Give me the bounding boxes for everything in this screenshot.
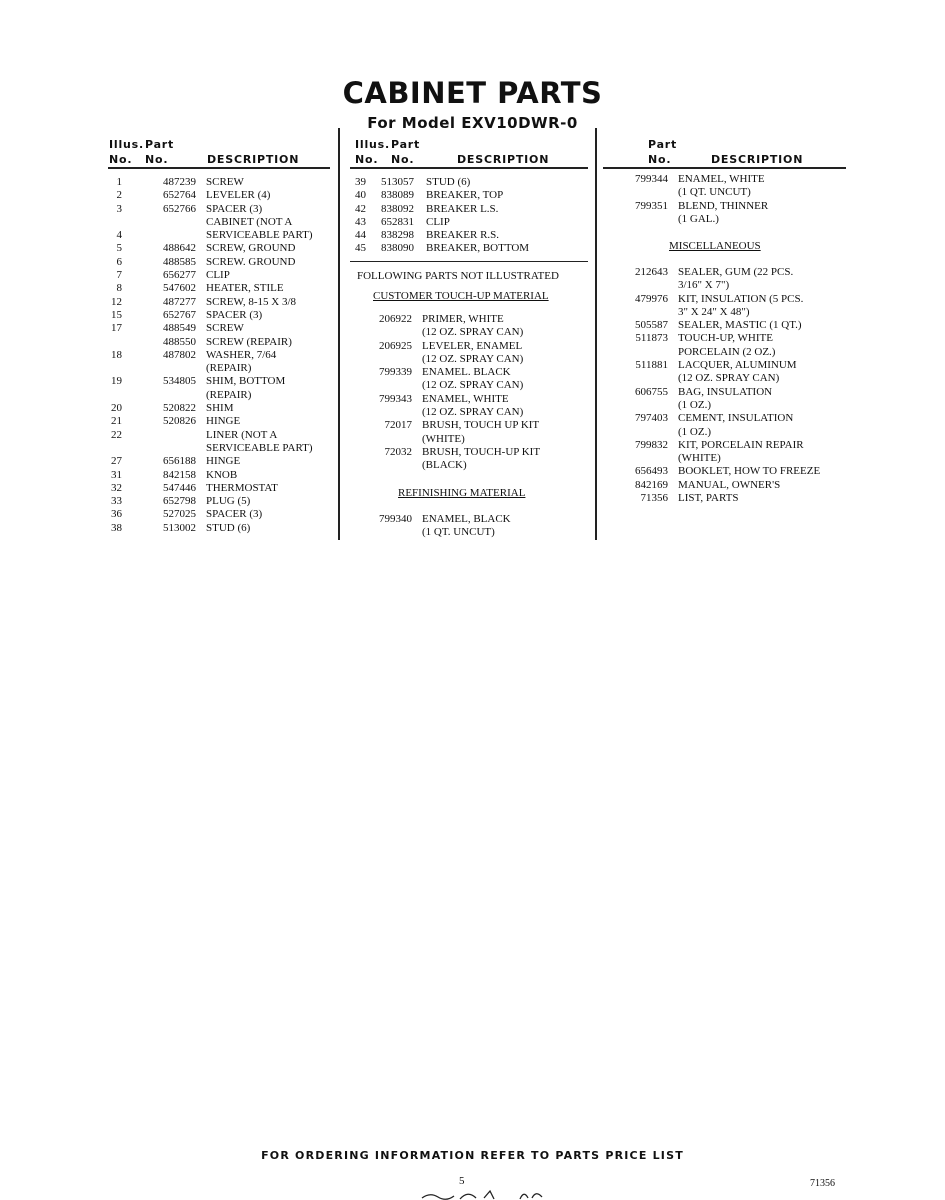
part-description: HINGE <box>206 415 241 428</box>
table-row <box>358 526 592 539</box>
part-description: (12 OZ. SPRAY CAN) <box>422 379 524 392</box>
col2-header-description: DESCRIPTION <box>457 153 550 166</box>
table-row <box>100 282 356 295</box>
part-number: 488550 <box>163 335 196 348</box>
part-number <box>614 279 668 292</box>
part-description: SERVICEABLE PART) <box>206 229 313 242</box>
table-row <box>358 366 592 379</box>
part-description: STUD (6) <box>206 521 251 534</box>
part-number <box>614 186 668 199</box>
part-description: (12 OZ. SPRAY CAN) <box>678 372 780 385</box>
part-number <box>122 229 196 242</box>
part-description: (REPAIR) <box>206 362 252 375</box>
illus-number <box>100 389 122 402</box>
part-description: 3" X 24" X 48") <box>678 305 750 318</box>
part-description: KNOB <box>206 468 238 481</box>
part-description: (WHITE) <box>678 452 721 465</box>
illus-number <box>100 336 122 349</box>
part-number: 652798 <box>163 495 196 508</box>
part-number: 527025 <box>163 508 196 521</box>
part-number <box>358 433 412 446</box>
part-number <box>614 346 668 359</box>
part-number: 652767 <box>163 308 196 321</box>
illus-number: 19 <box>111 375 122 388</box>
part-number: 799832 <box>635 438 668 451</box>
part-description: SCREW <box>206 176 244 188</box>
table-row <box>100 522 356 535</box>
table-row <box>614 399 848 412</box>
col3-parts-list <box>614 173 848 226</box>
table-row <box>614 173 848 186</box>
table-row <box>100 309 356 322</box>
illus-number: 43 <box>355 215 366 228</box>
illus-number: 7 <box>116 269 122 282</box>
part-number <box>358 326 412 339</box>
part-number <box>122 442 196 455</box>
part-description: SEALER, MASTIC (1 QT.) <box>678 319 802 332</box>
miscellaneous-heading: MISCELLANEOUS <box>669 240 761 252</box>
table-row <box>100 455 356 468</box>
part-description: PORCELAIN (2 OZ.) <box>678 345 776 358</box>
part-number: 799351 <box>635 199 668 212</box>
part-number: 606755 <box>635 385 668 398</box>
part-number <box>614 372 668 385</box>
part-number: 656493 <box>635 465 668 478</box>
part-description: SCREW <box>206 322 244 335</box>
part-description: KIT, INSULATION (5 PCS. <box>678 292 804 305</box>
part-description: (12 OZ. SPRAY CAN) <box>422 352 524 365</box>
part-description: (12 OZ. SPRAY CAN) <box>422 406 524 419</box>
part-number: 799344 <box>635 173 668 185</box>
part-description: SHIM <box>206 402 234 415</box>
part-number: 511873 <box>635 332 668 345</box>
table-row <box>100 469 356 482</box>
col1-header-description: DESCRIPTION <box>207 153 300 166</box>
part-number: 652764 <box>163 189 196 202</box>
header-rule-col1 <box>108 167 330 169</box>
illus-number: 33 <box>111 495 122 508</box>
illus-number: 1 <box>116 176 122 188</box>
table-row <box>358 446 592 459</box>
part-number: 488642 <box>163 242 196 255</box>
part-number: 212643 <box>635 266 668 278</box>
table-row <box>100 216 356 229</box>
part-number <box>122 216 196 229</box>
part-number: 838089 <box>381 189 414 202</box>
part-description: STUD (6) <box>426 176 471 188</box>
table-row <box>358 459 592 472</box>
table-row <box>358 419 592 432</box>
table-row <box>614 200 848 213</box>
part-description: LEVELER, ENAMEL <box>422 339 523 352</box>
refinishing-heading: REFINISHING MATERIAL <box>398 487 526 499</box>
table-row <box>358 433 592 446</box>
part-number: 479976 <box>635 292 668 305</box>
table-row <box>358 379 592 392</box>
part-number <box>358 459 412 472</box>
part-description: SERVICEABLE PART) <box>206 441 313 454</box>
part-number <box>122 362 196 375</box>
part-description: SCREW, GROUND <box>206 242 296 255</box>
illus-number: 4 <box>116 229 122 242</box>
illus-number: 38 <box>111 521 122 534</box>
illus-number: 5 <box>116 242 122 255</box>
part-description: SPACER (3) <box>206 308 263 321</box>
part-number: 488549 <box>163 322 196 335</box>
table-row <box>614 319 848 332</box>
part-number: 547602 <box>163 282 196 295</box>
part-description: BREAKER, TOP <box>426 189 504 202</box>
part-number: 652831 <box>381 215 414 228</box>
part-description: ENAMEL, BLACK <box>422 513 511 525</box>
part-description: 3/16" X 7") <box>678 279 730 292</box>
part-number <box>358 353 412 366</box>
table-row <box>100 349 356 362</box>
part-number <box>358 379 412 392</box>
part-description: (BLACK) <box>422 459 467 472</box>
part-description: CLIP <box>206 269 230 282</box>
table-row <box>358 353 592 366</box>
part-description: CEMENT, INSULATION <box>678 412 794 425</box>
part-description: BAG, INSULATION <box>678 385 773 398</box>
table-row <box>614 439 848 452</box>
part-number <box>614 452 668 465</box>
part-number <box>358 406 412 419</box>
part-number: 547446 <box>163 481 196 494</box>
table-row <box>614 412 848 425</box>
table-row <box>100 429 356 442</box>
part-number: 206922 <box>379 313 412 325</box>
illus-number: 3 <box>116 202 122 215</box>
illus-number: 15 <box>111 308 122 321</box>
table-row <box>100 242 356 255</box>
table-row <box>614 213 848 226</box>
table-row <box>344 176 576 189</box>
part-number: 838092 <box>381 202 414 215</box>
document-number: 71356 <box>810 1178 835 1189</box>
illus-number: 32 <box>111 481 122 494</box>
part-description: LEVELER (4) <box>206 189 271 202</box>
ordering-footer: FOR ORDERING INFORMATION REFER TO PARTS PRICE LIST <box>261 1149 684 1162</box>
illus-number: 22 <box>111 428 122 441</box>
table-row <box>358 326 592 339</box>
table-row <box>100 442 356 455</box>
illus-number: 8 <box>116 282 122 295</box>
part-description: SCREW. GROUND <box>206 255 296 268</box>
part-number: 513002 <box>163 521 196 534</box>
illus-number <box>100 442 122 455</box>
part-description: HEATER, STILE <box>206 282 284 295</box>
part-number: 72032 <box>384 445 412 458</box>
illus-number: 2 <box>116 189 122 202</box>
part-number <box>122 429 196 442</box>
table-row <box>614 372 848 385</box>
part-description: LACQUER, ALUMINUM <box>678 359 797 372</box>
illus-number: 39 <box>355 176 366 188</box>
table-row <box>614 186 848 199</box>
table-row <box>100 229 356 242</box>
header-rule-col2 <box>350 167 588 169</box>
part-number: 534805 <box>163 375 196 388</box>
table-row <box>100 402 356 415</box>
table-row <box>358 313 592 326</box>
table-row <box>614 452 848 465</box>
part-number: 71356 <box>640 492 668 505</box>
table-row <box>358 340 592 353</box>
model-subtitle: For Model EXV10DWR-0 <box>367 114 578 132</box>
misc-list <box>614 266 848 505</box>
part-description: CABINET (NOT A <box>206 215 293 228</box>
illus-number: 44 <box>355 229 366 242</box>
part-number: 656277 <box>163 269 196 282</box>
part-description: (REPAIR) <box>206 388 252 401</box>
part-description: ENAMEL, WHITE <box>422 392 509 405</box>
part-number: 206925 <box>379 339 412 352</box>
table-row <box>100 296 356 309</box>
table-row <box>344 229 576 242</box>
part-description: (1 OZ.) <box>678 425 711 438</box>
part-number: 799343 <box>379 392 412 405</box>
part-number <box>614 306 668 319</box>
part-description: SEALER, GUM (22 PCS. <box>678 266 794 278</box>
section-rule-col2 <box>350 261 588 262</box>
part-number <box>358 526 412 539</box>
part-description: ENAMEL. BLACK <box>422 366 511 379</box>
illus-number: 18 <box>111 348 122 361</box>
touchup-heading: CUSTOMER TOUCH-UP MATERIAL <box>373 290 549 302</box>
table-row <box>344 203 576 216</box>
part-description: SHIM, BOTTOM <box>206 375 286 388</box>
table-row <box>344 216 576 229</box>
part-description: LIST, PARTS <box>678 492 739 505</box>
illus-number <box>100 362 122 375</box>
illus-number: 45 <box>355 242 366 255</box>
table-row <box>614 266 848 279</box>
part-description: KIT, PORCELAIN REPAIR <box>678 438 804 451</box>
illus-number: 6 <box>116 255 122 268</box>
col2-header-illus: Illus. No. <box>355 138 390 166</box>
part-description: BLEND, THINNER <box>678 199 769 212</box>
part-number: 799339 <box>379 366 412 379</box>
part-description: BREAKER L.S. <box>426 202 499 215</box>
table-row <box>100 256 356 269</box>
table-row <box>614 386 848 399</box>
table-row <box>100 322 356 335</box>
part-number: 652766 <box>163 202 196 215</box>
part-number: 520822 <box>163 402 196 415</box>
part-number: 505587 <box>635 319 668 332</box>
col3-header-description: DESCRIPTION <box>711 153 804 166</box>
table-row <box>614 293 848 306</box>
part-number: 487802 <box>163 348 196 361</box>
part-number: 656188 <box>163 455 196 468</box>
table-row <box>614 465 848 478</box>
table-row <box>614 492 848 505</box>
illus-number: 40 <box>355 189 366 202</box>
part-description: SCREW (REPAIR) <box>206 335 292 348</box>
table-row <box>100 176 356 189</box>
part-number: 838298 <box>381 229 414 242</box>
part-number <box>614 213 668 226</box>
part-description: SPACER (3) <box>206 202 263 215</box>
part-number: 838090 <box>381 242 414 255</box>
col2-parts-list <box>344 176 576 256</box>
part-number: 72017 <box>384 419 412 432</box>
part-number: 842169 <box>635 478 668 491</box>
part-description: BRUSH, TOUCH-UP KIT <box>422 445 541 458</box>
part-description: (1 QT. UNCUT) <box>422 526 495 539</box>
part-description: BREAKER R.S. <box>426 229 500 242</box>
part-description: (1 OZ.) <box>678 398 711 411</box>
table-row <box>100 336 356 349</box>
illus-number: 17 <box>111 322 122 335</box>
table-row <box>344 242 576 255</box>
table-row <box>100 389 356 402</box>
table-row <box>100 495 356 508</box>
part-description: (12 OZ. SPRAY CAN) <box>422 326 524 339</box>
part-description: THERMOSTAT <box>206 481 278 494</box>
col2-header-part: Part No. <box>391 138 421 166</box>
handwritten-mark <box>420 1188 550 1200</box>
illus-number <box>100 216 122 229</box>
table-row <box>100 415 356 428</box>
part-number: 799340 <box>379 513 412 525</box>
part-description: WASHER, 7/64 <box>206 348 277 361</box>
table-row <box>614 279 848 292</box>
part-number: 797403 <box>635 412 668 425</box>
part-number: 488585 <box>163 255 196 268</box>
part-description: BOOKLET, HOW TO FREEZE <box>678 465 821 478</box>
table-row <box>100 508 356 521</box>
illus-number: 42 <box>355 202 366 215</box>
part-number: 487277 <box>163 295 196 308</box>
page-number: 5 <box>459 1175 465 1187</box>
part-number <box>614 426 668 439</box>
col3-header-part: Part No. <box>648 138 678 166</box>
table-row <box>344 189 576 202</box>
part-number: 520826 <box>163 415 196 428</box>
table-row <box>100 189 356 202</box>
illus-number: 36 <box>111 508 122 521</box>
not-illustrated-note: FOLLOWING PARTS NOT ILLUSTRATED <box>357 270 559 282</box>
part-description: BREAKER, BOTTOM <box>426 242 530 255</box>
table-row <box>100 482 356 495</box>
table-row <box>100 203 356 216</box>
part-number <box>614 399 668 412</box>
table-row <box>100 375 356 388</box>
table-row <box>614 426 848 439</box>
table-row <box>614 479 848 492</box>
illus-number: 12 <box>111 295 122 308</box>
table-row <box>614 346 848 359</box>
part-number <box>122 389 196 402</box>
part-description: LINER (NOT A <box>206 428 278 441</box>
part-description: SCREW, 8-15 X 3/8 <box>206 295 297 308</box>
table-row <box>358 406 592 419</box>
part-number: 842158 <box>163 468 196 481</box>
col1-header-part: Part No. <box>145 138 175 166</box>
part-description: (1 QT. UNCUT) <box>678 186 751 199</box>
refinishing-list <box>358 513 592 540</box>
part-description: MANUAL, OWNER'S <box>678 478 781 491</box>
table-row <box>358 393 592 406</box>
column-divider-right <box>595 128 597 540</box>
part-description: (WHITE) <box>422 432 465 445</box>
touchup-list <box>358 313 592 473</box>
part-description: (1 GAL.) <box>678 212 719 225</box>
table-row <box>100 269 356 282</box>
part-number: 511881 <box>635 359 668 372</box>
illus-number: 21 <box>111 415 122 428</box>
part-description: PLUG (5) <box>206 495 251 508</box>
col1-parts-list <box>100 176 356 535</box>
part-description: TOUCH-UP, WHITE <box>678 332 773 345</box>
table-row <box>358 513 592 526</box>
page-title: CABINET PARTS <box>342 76 603 110</box>
part-number: 487239 <box>163 176 196 188</box>
part-description: BRUSH, TOUCH UP KIT <box>422 419 540 432</box>
table-row <box>614 359 848 372</box>
table-row <box>100 362 356 375</box>
part-description: SPACER (3) <box>206 508 263 521</box>
illus-number: 27 <box>111 455 122 468</box>
illus-number: 20 <box>111 402 122 415</box>
illus-number: 31 <box>111 468 122 481</box>
table-row <box>614 332 848 345</box>
table-row <box>614 306 848 319</box>
header-rule-col3 <box>603 167 846 169</box>
part-description: ENAMEL, WHITE <box>678 173 765 185</box>
part-description: HINGE <box>206 455 241 468</box>
part-description: PRIMER, WHITE <box>422 313 504 325</box>
col1-header-illus: Illus. No. <box>109 138 144 166</box>
part-description: CLIP <box>426 215 450 228</box>
part-number: 513057 <box>381 176 414 188</box>
